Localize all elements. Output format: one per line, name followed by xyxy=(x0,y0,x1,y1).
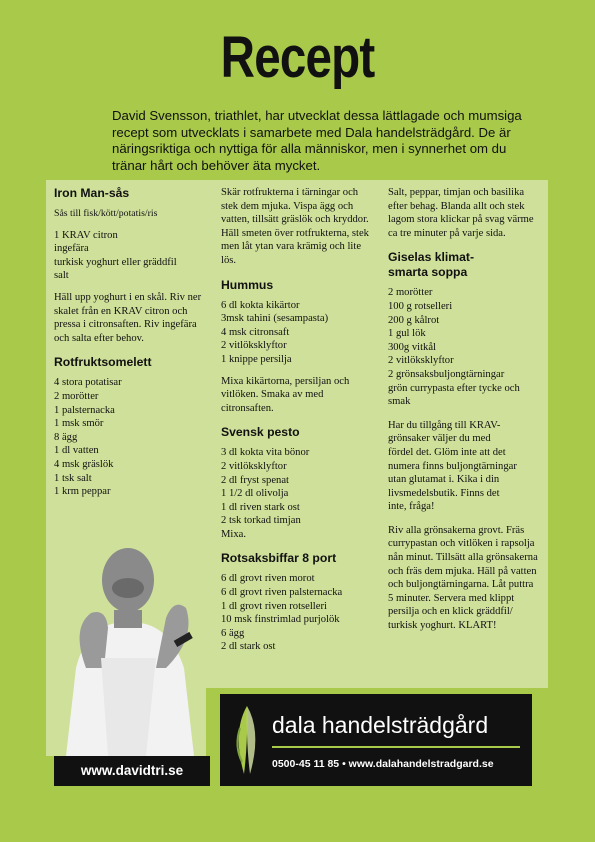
recipe-title-omelett: Rotfruktsomelett xyxy=(54,355,152,370)
ingredient: 6 dl grovt riven morot xyxy=(221,573,315,585)
soppa-tip: Har du tillgång till KRAV-grönsaker väljer du med fördel det. Glöm inte att det numera finns buljongtärningar utan glutamat i. Kika i din livsmedelsbutik. Finns det inte, fråga! xyxy=(388,419,517,513)
omelett-method: Skär rotfrukterna i tärningar och stek dem mjuka. Vispa ägg och vatten, tillsätt gräslök och kryddor. Häll smeten över rotfrukterna, stek men låt ytan vara krämig och lite lös. xyxy=(221,187,369,266)
company-name: dala handelsträdgård xyxy=(272,712,489,738)
soppa-method: Riv alla grönsakerna grovt. Fräs currypastan och vitlöken i rapsolja nån minut. Tillsätt alla grönsakerna och fräs dem mjuka. Häll på vatten och buljongtärningarna. Låt puttra 5 minuter. Servera med klippt persilja och en klick gräddfil/ turkisk yoghurt. KLART! xyxy=(388,524,538,632)
hummus-ingredients xyxy=(221,299,369,367)
company-logo-box xyxy=(220,694,532,786)
page-title: Recept xyxy=(220,25,375,90)
ingredient: 1 dl vatten xyxy=(54,445,99,457)
recipe-title-soppa: Giselas klimat-smarta soppa xyxy=(388,250,475,280)
ingredient: Mixa. xyxy=(221,528,247,540)
column-1 xyxy=(54,186,204,507)
ingredient: 6 ägg xyxy=(221,627,245,639)
ingredient: 3 dl kokta vita bönor xyxy=(221,447,310,459)
ingredient: 10 msk finstrimlad purjolök xyxy=(221,614,340,626)
soppa-ingredients xyxy=(388,286,540,408)
ingredient: 2 vitlöksklyftor xyxy=(221,340,287,352)
biffar-method: Salt, peppar, timjan och basilika efter behag. Blanda allt och stek lagom stora klickar på svag värme ca tre minuter på varje sida. xyxy=(388,187,534,239)
intro-text: David Svensson, triathlet, har utvecklat dessa lättlagade och mumsiga recept som utvecklats i samarbete med Dala handelsträdgård. De är näringsriktiga och nyttiga för alla människor, men i synnerhet om du tränar hårt och behöver äta mycket. xyxy=(112,108,522,173)
ingredient: 1 1/2 dl olivolja xyxy=(221,488,289,500)
ingredient: 3msk tahini (sesampasta) xyxy=(221,313,329,325)
ingredient: 4 stora potatisar xyxy=(54,377,122,389)
ingredient: 1 dl riven stark ost xyxy=(221,501,300,513)
website-link[interactable]: www.davidtri.se xyxy=(54,756,210,786)
ingredient: 1 tsk salt xyxy=(54,472,92,484)
ingredient: 4 msk gräslök xyxy=(54,458,114,470)
company-contact[interactable]: 0500-45 11 85 • www.dalahandelstradgard.se xyxy=(272,758,494,770)
ingredient: 2 dl fryst spenat xyxy=(221,474,289,486)
ingredient: 2 morötter xyxy=(388,287,433,299)
ingredient: 200 g kålrot xyxy=(388,314,440,326)
ironman-ingredients xyxy=(54,229,204,283)
ingredient: 1 KRAV citron xyxy=(54,229,118,241)
column-3 xyxy=(388,186,540,641)
ingredient: grön currypasta efter tycke och smak xyxy=(388,382,520,408)
ingredient: salt xyxy=(54,270,69,282)
logo-divider xyxy=(272,746,520,748)
ingredient: 100 g rotselleri xyxy=(388,300,453,312)
biffar-ingredients xyxy=(221,572,369,654)
omelett-ingredients xyxy=(54,376,204,498)
ingredient: 6 dl grovt riven palsternacka xyxy=(221,587,343,599)
hummus-method: Mixa kikärtorna, persiljan och vitlöken. Smaka av med citronsaften. xyxy=(221,375,350,414)
ingredient: 2 dl stark ost xyxy=(221,641,276,653)
ingredient: 6 dl kokta kikärtor xyxy=(221,299,300,311)
ingredient: 1 knippe persilja xyxy=(221,353,292,365)
ingredient: 2 morötter xyxy=(54,390,99,402)
ingredient: 2 vitlöksklyftor xyxy=(388,355,454,367)
ingredient: turkisk yoghurt eller gräddfil xyxy=(54,256,177,268)
ingredient: 8 ägg xyxy=(54,431,78,443)
ingredient: 1 palsternacka xyxy=(54,404,115,416)
pesto-ingredients xyxy=(221,446,369,541)
recipe-title-biffar: Rotsaksbiffar 8 port xyxy=(221,551,337,566)
ingredient: 1 msk smör xyxy=(54,418,104,430)
athlete-photo xyxy=(46,518,206,756)
leaf-logo-icon xyxy=(230,702,264,778)
ingredient: 1 krm peppar xyxy=(54,486,111,498)
ingredient: 1 gul lök xyxy=(388,328,426,340)
ingredient: 2 tsk torkad timjan xyxy=(221,515,301,527)
ingredient: 300g vitkål xyxy=(388,341,436,353)
ironman-subtitle: Sås till fisk/kött/potatis/ris xyxy=(54,208,158,219)
recipe-title-hummus: Hummus xyxy=(221,277,274,292)
ingredient: 1 dl grovt riven rotselleri xyxy=(221,600,327,612)
column-2 xyxy=(221,186,369,662)
recipe-title-ironman: Iron Man-sås xyxy=(54,186,130,200)
athlete-silhouette-icon xyxy=(46,518,206,756)
ingredient: 4 msk citronsaft xyxy=(221,326,290,338)
recipe-title-pesto: Svensk pesto xyxy=(221,425,300,440)
ingredient: 2 grönsaksbuljongtärningar xyxy=(388,368,505,380)
ingredient: ingefära xyxy=(54,243,89,255)
ingredient: 2 vitlöksklyftor xyxy=(221,460,287,472)
ironman-method: Häll upp yoghurt i en skål. Riv ner skalet från en KRAV citron och pressa i citronsaften. Riv ingefära och salta efter behov. xyxy=(54,291,202,344)
